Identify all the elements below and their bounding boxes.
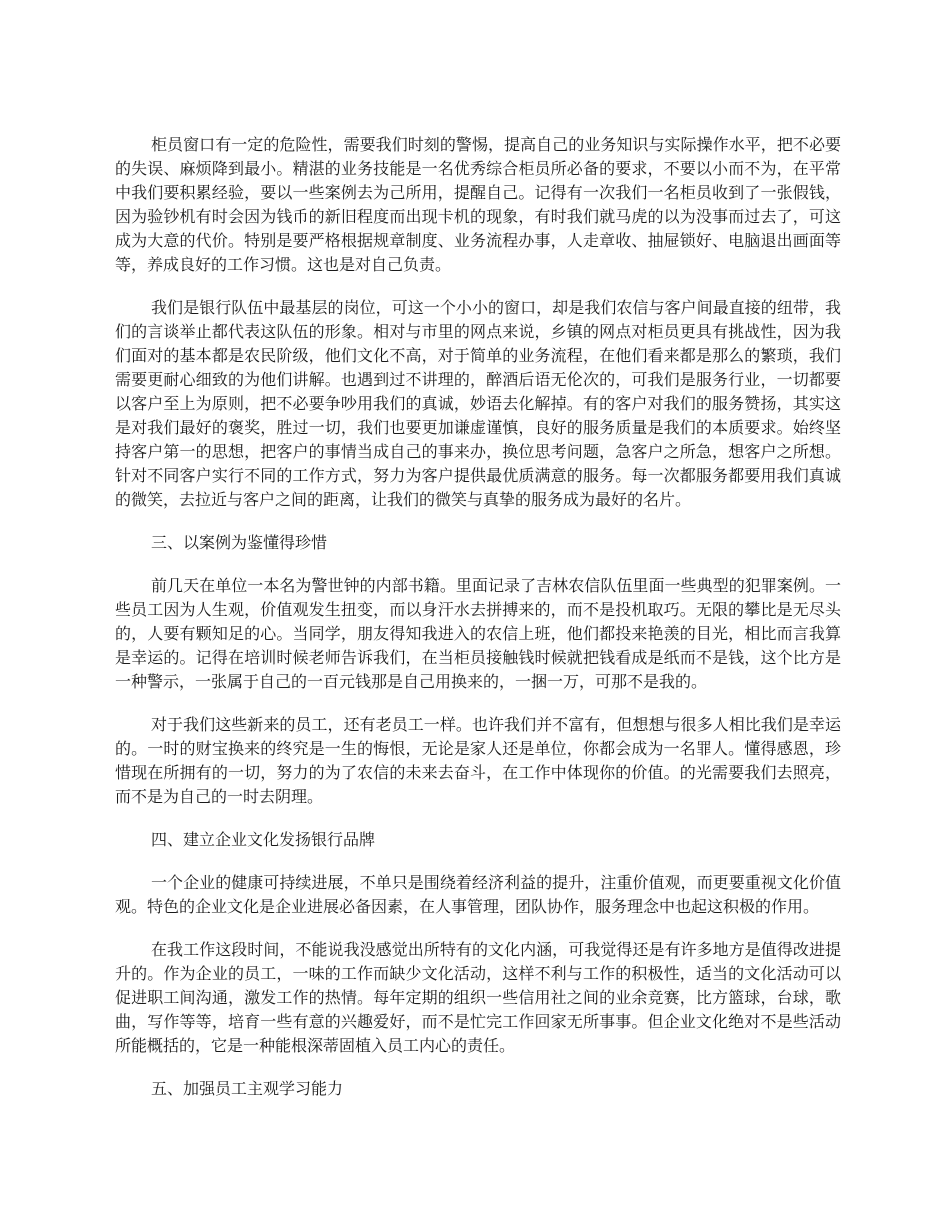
paragraph-case-study: 前几天在单位一本名为警世钟的内部书籍。里面记录了吉林农信队伍里面一些典型的犯罪案例。一些员工因为人生观，价值观发生扭变，而以身汗水去拼搏来的，而不是投机取巧。无限的攀比是无尽头的，人要有颗知足的心。当同学，朋友得知我进入的农信上班，他们都投来艳羡的目光，相比而言我算是幸运的。记得在培训时候老师告诉我们，在当柜员接触钱时候就把钱看成是纸而不是钱，这个比方是一种警示，一张属于自己的一百元钱那是自己用换来的，一捆一万，可那不是我的。	[115, 576, 841, 691]
document-page	[115, 133, 841, 1120]
paragraph-culture-improvement: 在我工作这段时间，不能说我没感觉出所特有的文化内涵，可我觉得还是有许多地方是值得改进提升的。作为企业的员工，一味的工作而缺少文化活动，这样不利与工作的积极性，适当的文化活动可以促进职工间沟通，激发工作的热情。每年定期的组织一些信用社之间的业余竞赛，比方篮球，台球，歌曲，写作等等，培育一些有意的兴趣爱好，而不是忙完工作回家无所事事。但企业文化绝对不是些活动所能概括的，它是一种能根深蒂固植入员工内心的责任。	[115, 940, 841, 1055]
section-heading-3: 三、以案例为鉴懂得珍惜	[151, 533, 328, 552]
paragraph-corporate-culture: 一个企业的健康可持续进展，不单只是围绕着经济利益的提升，注重价值观，而更要重视文化价值观。特色的企业文化是企业进展必备因素，在人事管理，团队协作，服务理念中也起这积极的作用。	[115, 873, 841, 916]
section-heading-5: 五、加强员工主观学习能力	[151, 1079, 344, 1098]
paragraph-service-role: 我们是银行队伍中最基层的岗位，可这一个小小的窗口，却是我们农信与客户间最直接的纽带，我们的言谈举止都代表这队伍的形象。相对与市里的网点来说，乡镇的网点对柜员更具有挑战性，因为我们面对的基本都是农民阶级，他们文化不高，对于简单的业务流程，在他们看来都是那么的繁琐，我们需要更耐心细致的为他们讲解。也遇到过不讲理的，醉酒后语无伦次的，可我们是服务行业，一切都要以客户至上为原则，把不必要争吵用我们的真诚，妙语去化解掉。有的客户对我们的服务赞扬，其实这是对我们最好的褒奖，胜过一切，我们也要更加谦虚谨慎，良好的服务质量是我们的本质要求。始终坚持客户第一的思想，把客户的事情当成自己的事来办，换位思考问题，急客户之所急，想客户之所想。针对不同客户实行不同的工作方式，努力为客户提供最优质满意的服务。每一次都服务都要用我们真诚的微笑，去拉近与客户之间的距离，让我们的微笑与真挚的服务成为最好的名片。	[115, 298, 841, 509]
paragraph-teller-risk: 柜员窗口有一定的危险性，需要我们时刻的警惕，提高自己的业务知识与实际操作水平，把不必要的失误、麻烦降到最小。精湛的业务技能是一名优秀综合柜员所必备的要求，不要以小而不为，在平常中我们要积累经验，要以一些案例去为己所用，提醒自己。记得有一次我们一名柜员收到了一张假钱，因为验钞机有时会因为钱币的新旧程度而出现卡机的现象，有时我们就马虎的以为没事而过去了，可这成为大意的代价。特别是要严格根据规章制度、业务流程办事，人走章收、抽屉锁好、电脑退出画面等等，养成良好的工作习惯。这也是对自己负责。	[115, 135, 841, 274]
section-heading-4: 四、建立企业文化发扬银行品牌	[151, 830, 376, 849]
paragraph-new-staff: 对于我们这些新来的员工，还有老员工一样。也许我们并不富有，但想想与很多人相比我们是幸运的。一时的财宝换来的终究是一生的悔恨，无论是家人还是单位，你都会成为一名罪人。懂得感恩，珍惜现在所拥有的一切，努力的为了农信的未来去奋斗，在工作中体现你的价值。的光需要我们去照亮，而不是为自己的一时去阴理。	[115, 715, 841, 806]
